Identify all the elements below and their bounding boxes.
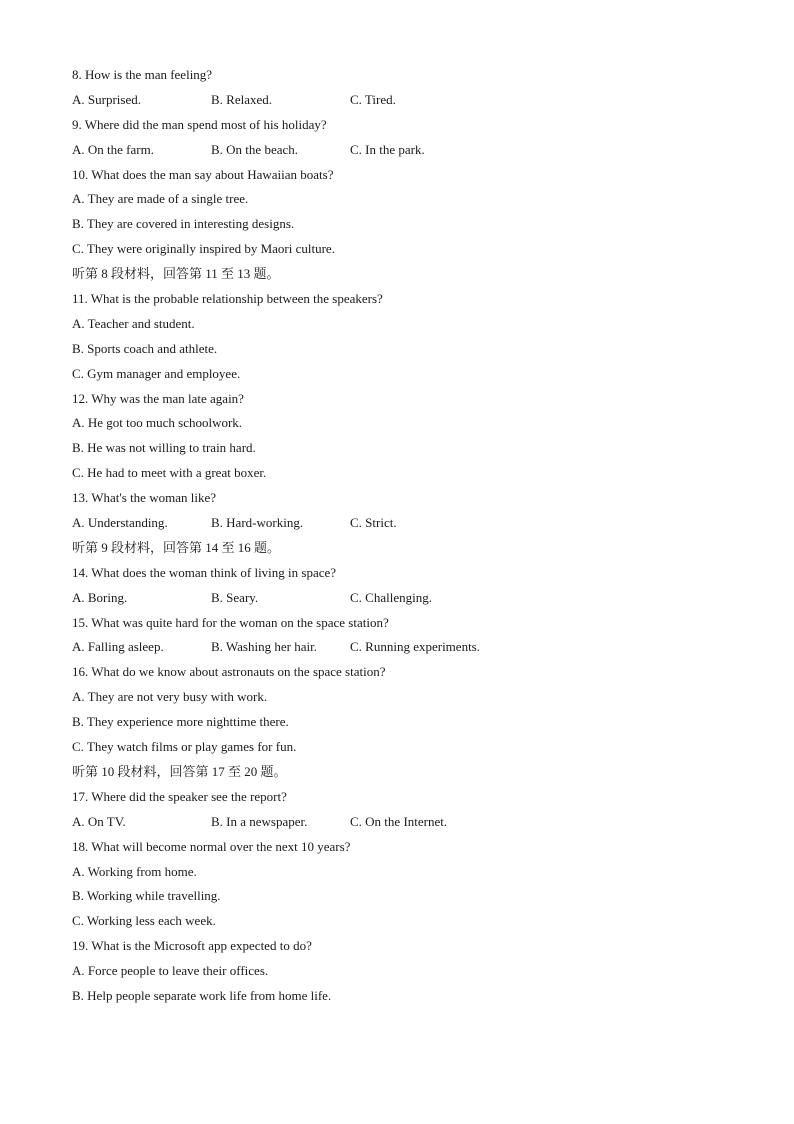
- option-row: [72, 138, 752, 163]
- answer-option: A. Boring.: [72, 589, 128, 605]
- answer-option: B. On the beach.: [211, 141, 299, 157]
- option-row: [72, 810, 752, 835]
- answer-option: A. Surprised.: [72, 91, 141, 107]
- question-text: 14. What does the woman think of living in space?: [72, 564, 337, 580]
- question-text: 12. Why was the man late again?: [72, 390, 244, 406]
- answer-option: C. In the park.: [350, 141, 425, 157]
- question-text: 18. What will become normal over the next 10 years?: [72, 838, 351, 854]
- question-text: 10. What does the man say about Hawaiian boats?: [72, 166, 334, 182]
- question-text: 15. What was quite hard for the woman on the space station?: [72, 614, 389, 630]
- answer-option: A. On the farm.: [72, 141, 154, 157]
- answer-option: B. Relaxed.: [211, 91, 273, 107]
- option-row: [72, 88, 752, 113]
- document-page: [72, 63, 752, 1009]
- answer-option: B. Seary.: [211, 589, 259, 605]
- question-text: 16. What do we know about astronauts on the space station?: [72, 664, 386, 680]
- question-text: 11. What is the probable relationship between the speakers?: [72, 291, 383, 307]
- answer-option: C. On the Internet.: [350, 813, 448, 829]
- section-instruction: 听第 10 段材料，回答第 17 至 20 题。: [72, 763, 287, 779]
- answer-option: B. Sports coach and athlete.: [72, 340, 218, 356]
- option-row: [72, 635, 752, 660]
- answer-option: A. Teacher and student.: [72, 315, 195, 331]
- answer-option: C. Running experiments.: [350, 639, 480, 655]
- answer-option: B. They are covered in interesting designs.: [72, 216, 295, 232]
- answer-option: A. They are made of a single tree.: [72, 191, 249, 207]
- answer-option: A. He got too much schoolwork.: [72, 415, 243, 431]
- option-row: [72, 586, 752, 611]
- answer-option: C. They watch films or play games for fun.: [72, 739, 297, 755]
- answer-option: C. Working less each week.: [72, 913, 216, 929]
- answer-option: C. Challenging.: [350, 589, 432, 605]
- answer-option: C. Gym manager and employee.: [72, 365, 241, 381]
- question-text: 19. What is the Microsoft app expected to do?: [72, 938, 312, 954]
- option-row: [72, 511, 752, 536]
- answer-option: A. On TV.: [72, 813, 126, 829]
- answer-option: A. Understanding.: [72, 515, 168, 531]
- answer-option: B. Hard-working.: [211, 515, 304, 531]
- question-text: 13. What's the woman like?: [72, 490, 216, 506]
- question-text: 17. Where did the speaker see the report?: [72, 788, 287, 804]
- answer-option: B. Help people separate work life from home life.: [72, 987, 332, 1003]
- answer-option: A. Force people to leave their offices.: [72, 963, 269, 979]
- answer-option: B. In a newspaper.: [211, 813, 308, 829]
- question-text: 8. How is the man feeling?: [72, 67, 213, 82]
- answer-option: C. Strict.: [350, 515, 397, 531]
- answer-option: C. They were originally inspired by Maori culture.: [72, 241, 335, 257]
- question-text: 9. Where did the man spend most of his holiday?: [72, 116, 327, 132]
- answer-option: A. They are not very busy with work.: [72, 689, 268, 705]
- section-instruction: 听第 8 段材料，回答第 11 至 13 题。: [72, 266, 280, 282]
- answer-option: B. They experience more nighttime there.: [72, 714, 289, 730]
- answer-option: A. Falling asleep.: [72, 639, 164, 655]
- answer-option: B. He was not willing to train hard.: [72, 440, 256, 456]
- section-instruction: 听第 9 段材料，回答第 14 至 16 题。: [72, 539, 281, 555]
- answer-option: C. He had to meet with a great boxer.: [72, 465, 267, 481]
- answer-option: B. Working while travelling.: [72, 888, 221, 904]
- answer-option: A. Working from home.: [72, 863, 197, 879]
- answer-option: C. Tired.: [350, 91, 396, 107]
- answer-option: B. Washing her hair.: [211, 639, 317, 655]
